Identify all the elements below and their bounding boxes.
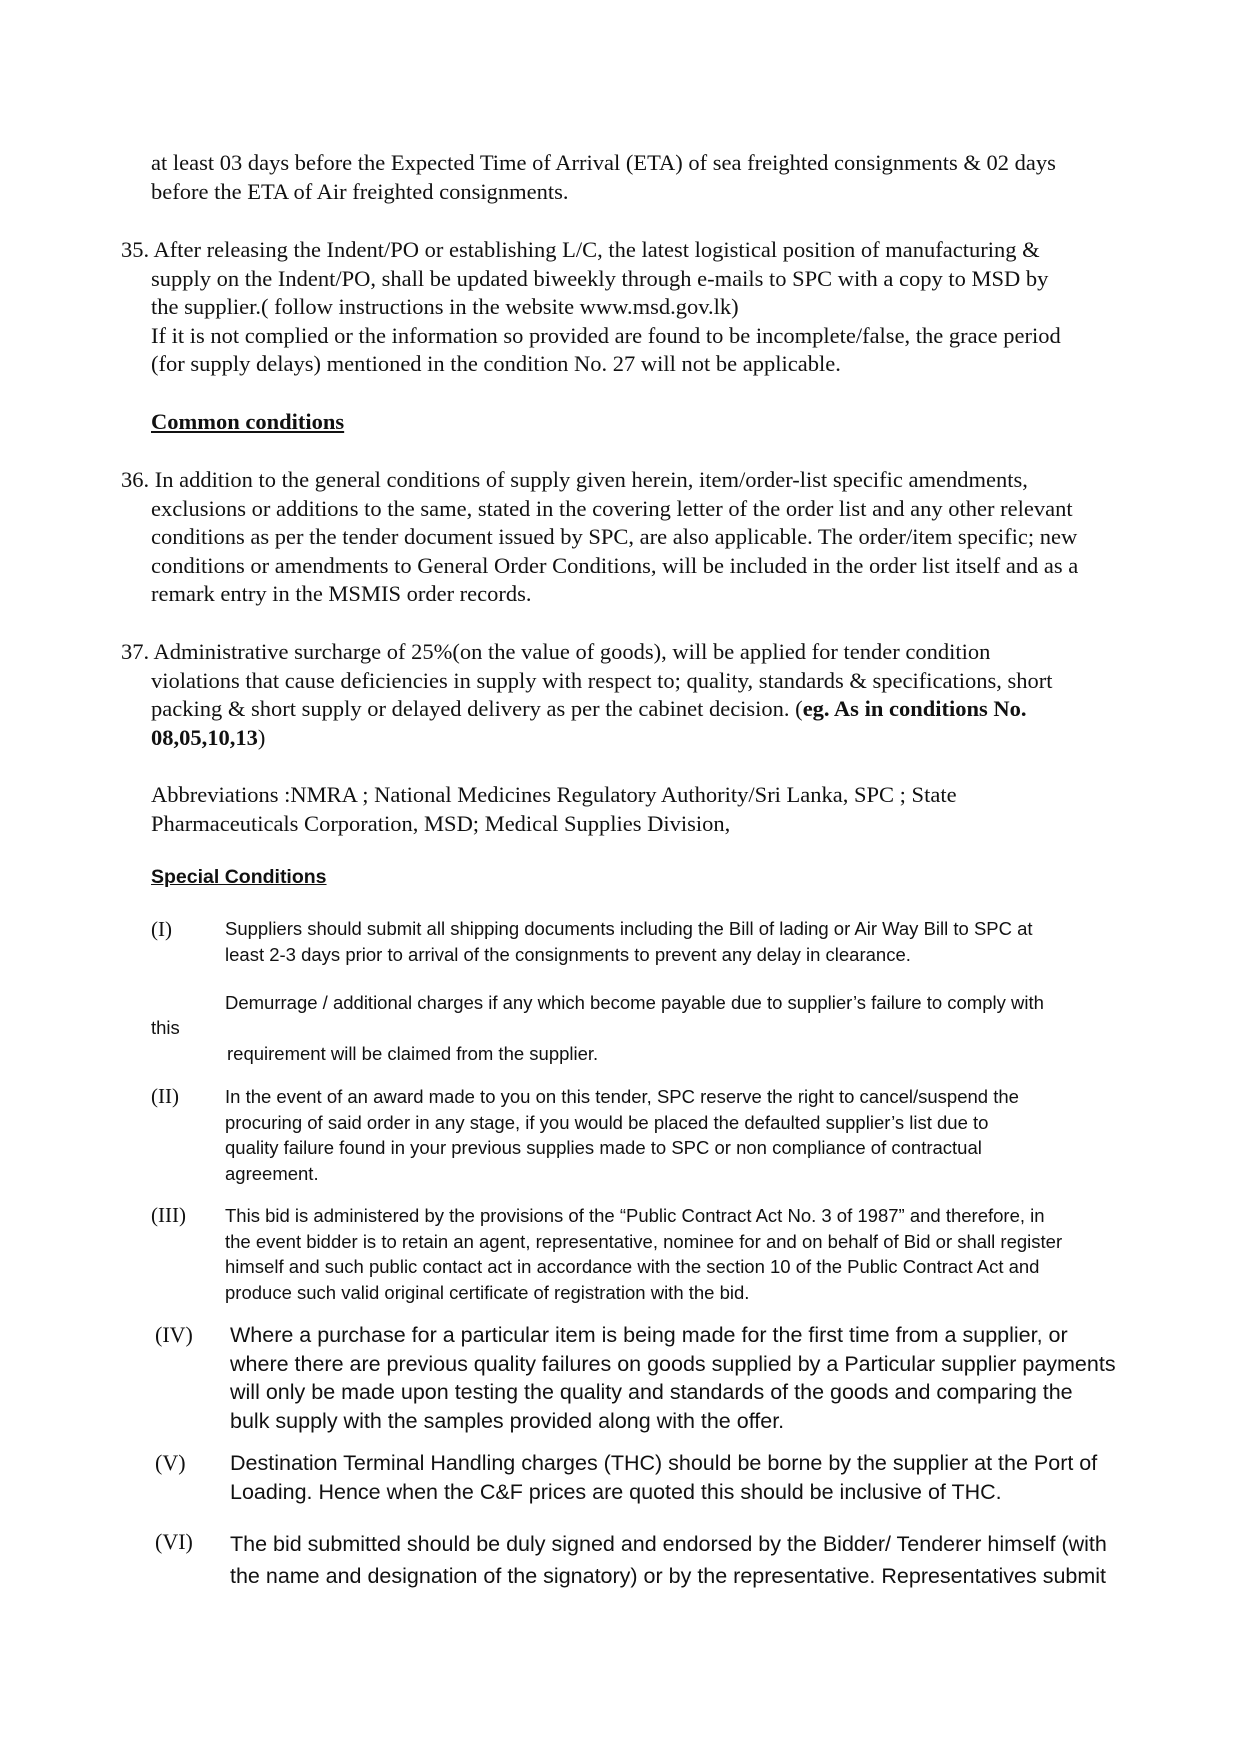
special-numeral-v: (V) (155, 1450, 186, 1475)
condition-35 (121, 236, 1061, 379)
condition-reference: eg. As in conditions No. (802, 696, 1027, 721)
condition-36 (121, 466, 1078, 609)
special-condition-vi (230, 1528, 1107, 1592)
special-numeral-iii: (III) (151, 1203, 186, 1227)
text-line: will only be made upon testing the quality and standards of the goods and comparing the (230, 1380, 1073, 1404)
text-line: Loading. Hence when the C&F prices are quoted this should be inclusive of THC. (230, 1479, 1002, 1504)
text-line: conditions or amendments to General Order Conditions, will be included in the order list itself and as a (151, 552, 1079, 578)
text-line: Destination Terminal Handling charges (THC) should be borne by the supplier at the Port of (230, 1451, 1098, 1475)
text-line: least 2-3 days prior to arrival of the consignments to prevent any delay in clearance. (225, 943, 911, 965)
text-line: 37. Administrative surcharge of 25%(on the value of goods), will be applied for tender condition (121, 639, 991, 664)
special-condition-v (230, 1449, 1097, 1506)
text-line: The bid submitted should be duly signed and endorsed by the Bidder/ Tenderer himself (with (230, 1532, 1107, 1556)
text-line: Where a purchase for a particular item is being made for the first time from a supplier, or (230, 1323, 1068, 1347)
text-line: procuring of said order in any stage, if you would be placed the defaulted supplier’s list due to (225, 1111, 989, 1133)
special-condition-i (225, 916, 1033, 967)
text-line: where there are previous quality failures on goods supplied by a Particular supplier payments (230, 1351, 1116, 1376)
text-fragment: ) (257, 724, 266, 750)
condition-37 (121, 638, 1052, 752)
special-condition-iii (225, 1203, 1062, 1305)
text-line: the supplier.( follow instructions in the website www.msd.gov.lk) (151, 294, 739, 319)
text-line: exclusions or additions to the same, stated in the covering letter of the order list and any other relevant (151, 495, 1073, 521)
text-line: Pharmaceuticals Corporation, MSD; Medical Supplies Division, (151, 810, 731, 836)
special-numeral-ii: (II) (151, 1084, 179, 1108)
demurrage-line: Demurrage / additional charges if any which become payable due to supplier’s failure to comply with (225, 992, 1044, 1013)
text-line (121, 724, 1052, 753)
text-line: at least 03 days before the Expected Time of Arrival (ETA) of sea freighted consignments & 02 days (151, 150, 1056, 175)
text-line: (for supply delays) mentioned in the condition No. 27 will not be applicable. (151, 351, 841, 376)
text-line: 36. In addition to the general conditions of supply given herein, item/order-list specific amendments, (121, 467, 1028, 492)
text-line: supply on the Indent/PO, shall be updated biweekly through e-mails to SPC with a copy to MSD by (151, 265, 1049, 291)
text-fragment: packing & short supply or delayed delivery as per the cabinet decision. ( (151, 696, 803, 721)
text-line: In the event of an award made to you on this tender, SPC reserve the right to cancel/suspend the (225, 1086, 1019, 1107)
text-line: remark entry in the MSMIS order records. (151, 581, 532, 606)
special-numeral-vi: (VI) (155, 1529, 193, 1554)
this-word: this (151, 1017, 180, 1038)
text-line: If it is not complied or the information so provided are found to be incomplete/false, the grace period (151, 322, 1061, 348)
continuation-paragraph (151, 149, 1056, 206)
text-line: quality failure found in your previous supplies made to SPC or non compliance of contractual (225, 1137, 982, 1158)
condition-numbers: 08,05,10,13 (151, 724, 258, 750)
special-condition-ii (225, 1084, 1019, 1186)
text-line: produce such valid original certificate of registration with the bid. (225, 1281, 750, 1303)
text-line: the event bidder is to retain an agent, representative, nominee for and on behalf of Bid or shall register (225, 1230, 1063, 1252)
text-line: bulk supply with the samples provided along with the offer. (230, 1408, 785, 1433)
abbreviations (151, 781, 957, 838)
text-line: conditions as per the tender document issued by SPC, are also applicable. The order/item specific; new (151, 524, 1078, 549)
text-line: 35. After releasing the Indent/PO or establishing L/C, the latest logistical position of manufacturing & (121, 237, 1040, 262)
text-line: the name and designation of the signatory) or by the representative. Representatives submit (230, 1564, 1107, 1588)
special-numeral-i: (I) (151, 917, 172, 941)
text-line: Suppliers should submit all shipping documents including the Bill of lading or Air Way Bill to SPC at (225, 918, 1033, 939)
text-line: himself and such public contact act in accordance with the section 10 of the Public Contract Act and (225, 1256, 1040, 1277)
special-conditions-heading: Special Conditions (151, 866, 327, 888)
text-line: violations that cause deficiencies in supply with respect to; quality, standards & specifications, short (151, 667, 1053, 693)
text-line (121, 695, 1052, 724)
common-conditions-heading: Common conditions (151, 409, 345, 434)
text-line: before the ETA of Air freighted consignments. (151, 178, 569, 204)
special-numeral-iv: (IV) (155, 1322, 193, 1347)
requirement-line: requirement will be claimed from the supplier. (227, 1043, 599, 1064)
text-line: Abbreviations :NMRA ; National Medicines Regulatory Authority/Sri Lanka, SPC ; State (151, 782, 957, 807)
text-line: This bid is administered by the provisions of the “Public Contract Act No. 3 of 1987” and therefore, in (225, 1205, 1045, 1226)
special-condition-iv (230, 1321, 1116, 1435)
text-line: agreement. (225, 1162, 319, 1184)
